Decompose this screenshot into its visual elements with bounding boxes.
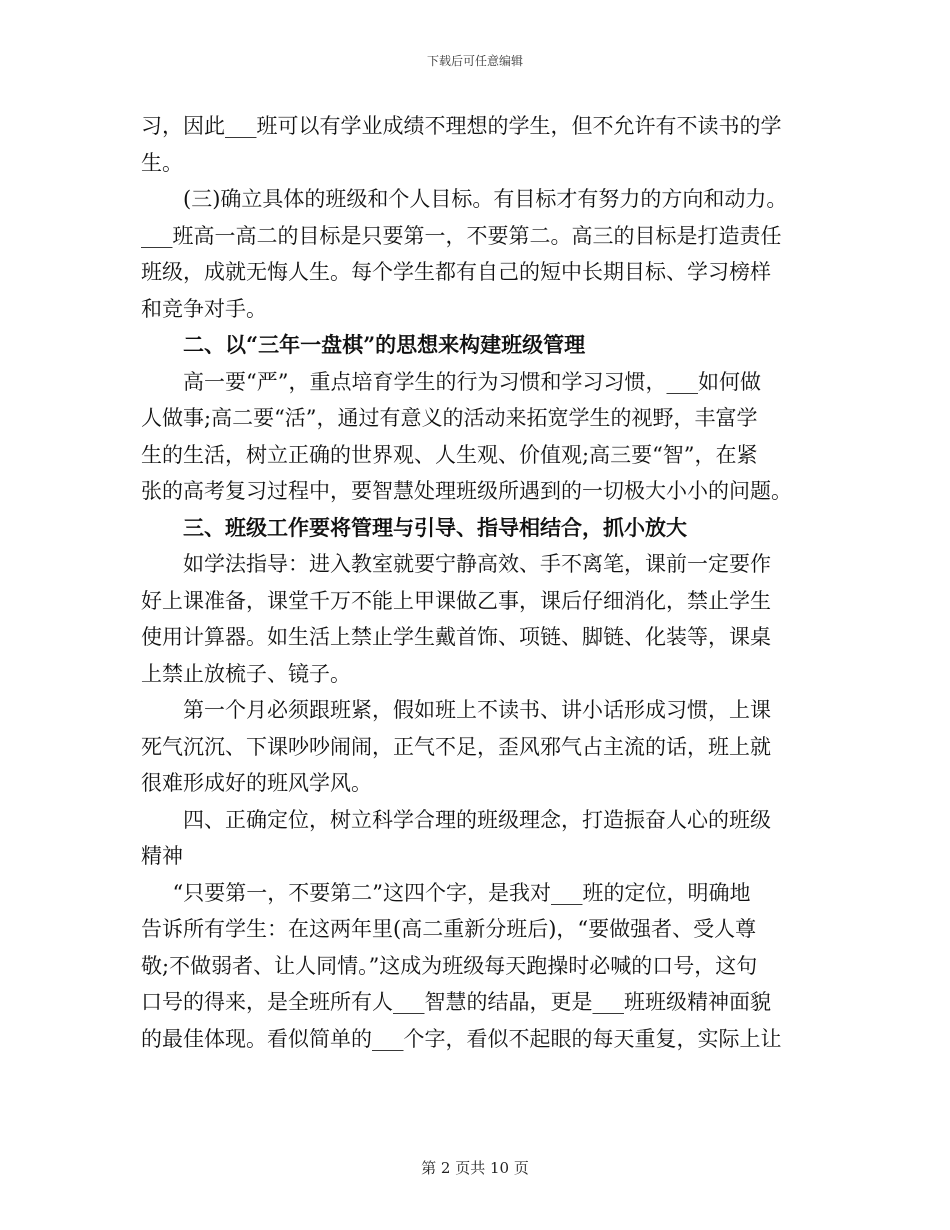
body-text-line: 口号的得来，是全班所有人___智慧的结晶，更是___班班级精神面貌 <box>141 990 771 1014</box>
body-text-line: 很难形成好的班风学风。 <box>141 771 372 795</box>
body-text-line: 四、正确定位，树立科学合理的班级理念，打造振奋人心的班级 <box>183 807 771 832</box>
body-text-line: 班级，成就无悔人生。每个学生都有自己的短中长期目标、学习榜样 <box>141 260 771 284</box>
page-header: 下载后可任意编辑 <box>426 54 523 68</box>
body-text-line: 张的高考复习过程中，要智慧处理班级所遇到的一切极大小小的问题。 <box>141 479 792 503</box>
body-text-line: 敬;不做弱者、让人同情。”这成为班级每天跑操时必喊的口号，这句 <box>141 953 758 978</box>
body-text-line: 第一个月必须跟班紧，假如班上不读书、讲小话形成习惯，上课 <box>183 698 771 722</box>
body-text-line: 好上课准备，课堂千万不能上甲课做乙事，课后仔细消化，禁止学生 <box>141 588 771 613</box>
body-text-line: 精神 <box>141 844 183 868</box>
body-text-line: 生。 <box>141 150 183 175</box>
body-text-line: 告诉所有学生：在这两年里(高二重新分班后)，“要做强者、受人尊 <box>141 917 757 941</box>
body-text-line: 如学法指导：进入教室就要宁静高效、手不离笔，课前一定要作 <box>183 552 771 576</box>
section-heading-line: 二、以“三年一盘棋”的思想来构建班级管理 <box>183 332 586 357</box>
body-text-line: 和竞争对手。 <box>141 296 267 321</box>
body-text-line: 使用计算器。如生活上禁止学生戴首饰、项链、脚链、化装等，课桌 <box>141 625 771 649</box>
body-text-line: 的最佳体现。看似简单的___个字，看似不起眼的每天重复，实际上让 <box>141 1026 782 1051</box>
body-text-line: (三)确立具体的班级和个人目标。有目标才有努力的方向和动力。 <box>183 187 788 211</box>
body-text-line: 习，因此___班可以有学业成绩不理想的学生，但不允许有不读书的学 <box>141 114 782 138</box>
body-text-line: ___班高一高二的目标是只要第一，不要第二。高三的目标是打造责任 <box>141 223 782 248</box>
body-text-line: 人做事;高二要“活”，通过有意义的活动来拓宽学生的视野，丰富学 <box>141 406 758 430</box>
body-text-line: 上禁止放梳子、镜子。 <box>141 661 351 686</box>
document-body <box>141 108 806 1057</box>
page-footer: 第 2 页共 10 页 <box>421 1159 529 1177</box>
body-text-line: “只要第一，不要第二”这四个字，是我对___班的定位，明确地 <box>172 880 751 905</box>
body-text-line: 高一要“严”，重点培育学生的行为习惯和学习习惯，___如何做 <box>183 369 761 394</box>
section-heading-line: 三、班级工作要将管理与引导、指导相结合，抓小放大 <box>183 514 687 540</box>
body-text-line: 死气沉沉、下课吵吵闹闹，正气不足，歪风邪气占主流的话，班上就 <box>141 734 771 759</box>
body-text-line: 生的生活，树立正确的世界观、人生观、价值观;高三要“智”，在紧 <box>141 442 758 467</box>
